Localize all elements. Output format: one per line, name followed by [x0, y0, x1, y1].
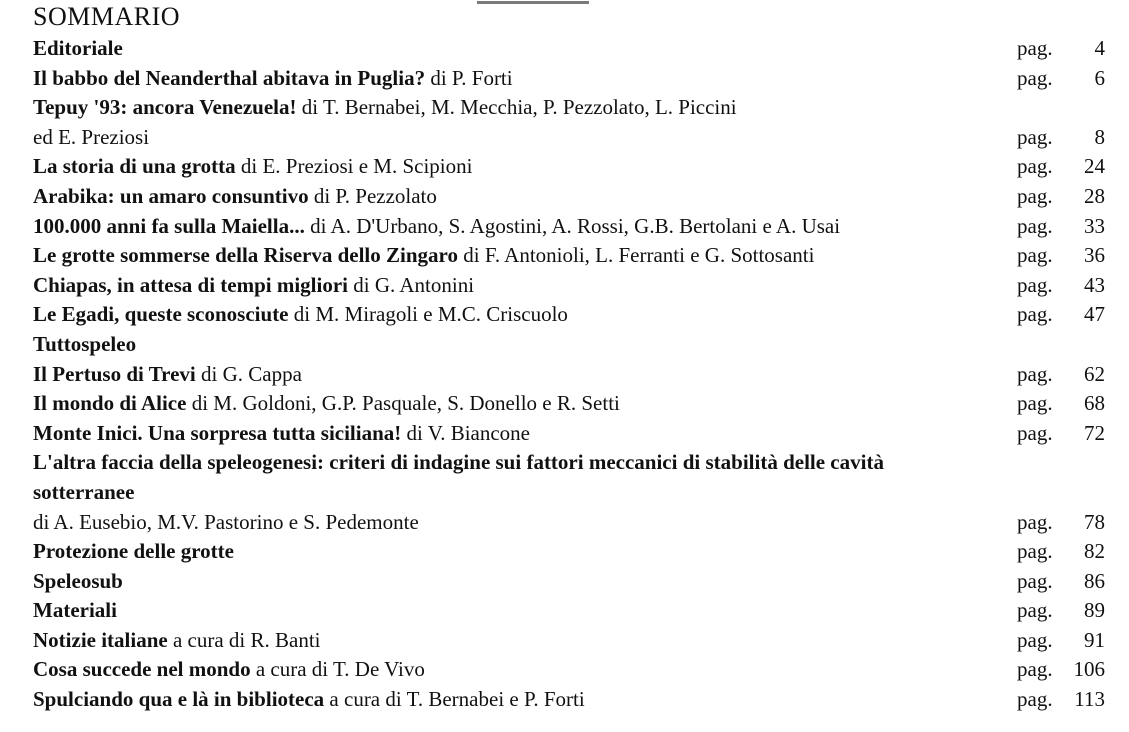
page-label: pag. [1017, 509, 1053, 534]
article-title: Il babbo del Neanderthal abitava in Puglia? [33, 65, 426, 90]
toc-entry [33, 508, 1105, 538]
toc-entry [33, 655, 1105, 685]
toc-entry [33, 152, 1105, 182]
article-byline: di P. Forti [425, 65, 513, 90]
contents-list [33, 34, 1105, 715]
page-number: 47 [1084, 302, 1105, 327]
page-label: pag. [1017, 391, 1053, 416]
article-title: Le Egadi, queste sconosciute [33, 302, 289, 327]
page-reference [1017, 182, 1105, 212]
page-reference [1017, 508, 1105, 538]
page-number: 4 [1094, 36, 1105, 60]
article-byline: di V. Biancone [401, 420, 530, 445]
article-byline: a cura di T. Bernabei e P. Forti [324, 687, 585, 712]
toc-entry [33, 182, 1105, 212]
page-reference [1017, 685, 1105, 715]
page-reference [1017, 596, 1105, 626]
article-byline: di A. D'Urbano, S. Agostini, A. Rossi, G.B. Bertolani e A. Usai [304, 213, 841, 238]
article-title: Materiali [33, 598, 117, 623]
article-title: Speleosub [33, 568, 123, 593]
article-byline: di M. Goldoni, G.P. Pasquale, S. Donello e R. Setti [186, 391, 620, 416]
page-reference [1017, 271, 1105, 301]
toc-entry [33, 419, 1105, 449]
page-label: pag. [1017, 687, 1053, 712]
toc-entry [33, 241, 1105, 271]
article-title: Notizie italiane [33, 627, 168, 652]
toc-entry [33, 64, 1105, 94]
page-reference [1017, 241, 1105, 271]
article-byline: di G. Cappa [195, 361, 302, 386]
page-reference [1017, 389, 1105, 419]
page-reference [1017, 34, 1105, 64]
toc-entry [33, 360, 1105, 390]
toc-entry [33, 300, 1105, 330]
page-number: 68 [1084, 391, 1105, 416]
article-byline: di F. Antonioli, L. Ferranti e G. Sottosanti [457, 243, 815, 268]
page-reference [1017, 537, 1105, 567]
toc-entry [33, 567, 1105, 597]
article-title: La storia di una grotta [33, 154, 236, 179]
article-title: Il mondo di Alice [33, 391, 187, 416]
page-label: pag. [1017, 36, 1053, 60]
page-number: 86 [1084, 568, 1105, 593]
page-number: 28 [1084, 183, 1105, 208]
page-reference [1017, 655, 1105, 685]
toc-entry-text [33, 152, 1017, 182]
cropped-header-fragment [477, 0, 589, 4]
toc-entry-text [33, 626, 1017, 656]
toc-entry-text [33, 419, 1017, 449]
toc-entry-text [33, 182, 1017, 212]
article-title: Tepuy '93: ancora Venezuela! [33, 95, 297, 120]
page-number: 89 [1084, 598, 1105, 623]
article-title: Tuttospeleo [33, 331, 137, 356]
page-label: pag. [1017, 539, 1053, 564]
page-reference [1017, 212, 1105, 242]
page-number: 6 [1094, 65, 1105, 90]
toc-entry-text [33, 537, 1017, 567]
toc-entry [33, 685, 1105, 715]
toc-entry [33, 448, 1105, 478]
toc-entry [33, 478, 1105, 508]
page-label: pag. [1017, 183, 1053, 208]
toc-entry [33, 34, 1105, 64]
page-label: pag. [1017, 124, 1053, 149]
article-title: Le grotte sommerse della Riserva dello Zingaro [33, 243, 458, 268]
article-byline: di G. Antonini [348, 272, 475, 297]
toc-entry-text [33, 655, 1017, 685]
toc-entry [33, 389, 1105, 419]
article-title: Editoriale [33, 36, 123, 60]
article-title: Arabika: un amaro consuntivo [33, 183, 309, 208]
article-title: Monte Inici. Una sorpresa tutta siciliana! [33, 420, 402, 445]
page-reference [1017, 300, 1105, 330]
page-label: pag. [1017, 420, 1053, 445]
page-reference [1017, 123, 1105, 153]
page-number: 62 [1084, 361, 1105, 386]
article-title: Il Pertuso di Trevi [33, 361, 196, 386]
toc-entry-text [33, 64, 1017, 94]
page-number: 43 [1084, 272, 1105, 297]
page-number: 82 [1084, 539, 1105, 564]
article-byline: a cura di R. Banti [167, 627, 321, 652]
page-number: 106 [1073, 657, 1105, 682]
page-number: 113 [1074, 687, 1105, 712]
article-title: sotterranee [33, 479, 135, 504]
page-label: pag. [1017, 598, 1053, 623]
toc-entry-text [33, 567, 1017, 597]
article-title: L'altra faccia della speleogenesi: criteri di indagine sui fattori meccanici di stabilità delle cavità [33, 450, 884, 475]
page-label: pag. [1017, 243, 1053, 268]
toc-entry [33, 330, 1105, 360]
toc-entry [33, 626, 1105, 656]
article-title: Spulciando qua e là in biblioteca [33, 687, 325, 712]
article-byline: di M. Miragoli e M.C. Criscuolo [288, 302, 568, 327]
toc-entry-text [33, 508, 1017, 538]
article-title: Protezione delle grotte [33, 539, 234, 564]
toc-entry-text [33, 448, 1017, 478]
toc-entry [33, 123, 1105, 153]
toc-entry-text [33, 389, 1017, 419]
page-label: pag. [1017, 568, 1053, 593]
article-byline: ed E. Preziosi [33, 124, 150, 149]
article-title: 100.000 anni fa sulla Maiella... [33, 213, 305, 238]
article-title: Cosa succede nel mondo [33, 657, 251, 682]
article-byline: di A. Eusebio, M.V. Pastorino e S. Pedemonte [33, 509, 419, 534]
page-label: pag. [1017, 213, 1053, 238]
toc-entry-text [33, 330, 1017, 360]
page-number: 24 [1084, 154, 1105, 179]
contents-heading: SOMMARIO [33, 2, 181, 31]
toc-entry [33, 212, 1105, 242]
page-number: 78 [1084, 509, 1105, 534]
page-label: pag. [1017, 361, 1053, 386]
article-byline: di T. Bernabei, M. Mecchia, P. Pezzolato, L. Piccini [296, 95, 737, 120]
page-label: pag. [1017, 302, 1053, 327]
page-label: pag. [1017, 154, 1053, 179]
page-label: pag. [1017, 272, 1053, 297]
article-byline: a cura di T. De Vivo [250, 657, 425, 682]
toc-entry [33, 93, 1105, 123]
article-title: Chiapas, in attesa di tempi migliori [33, 272, 349, 297]
toc-entry-text [33, 123, 1017, 153]
toc-entry [33, 596, 1105, 626]
page-label: pag. [1017, 627, 1053, 652]
page-reference [1017, 360, 1105, 390]
toc-entry [33, 271, 1105, 301]
toc-entry-text [33, 271, 1017, 301]
page-reference [1017, 152, 1105, 182]
toc-entry-text [33, 34, 1017, 64]
page-number: 33 [1084, 213, 1105, 238]
article-byline: di P. Pezzolato [308, 183, 437, 208]
toc-entry-text [33, 685, 1017, 715]
page-reference [1017, 419, 1105, 449]
toc-entry-text [33, 241, 1017, 271]
page-reference [1017, 626, 1105, 656]
toc-entry-text [33, 212, 1017, 242]
toc-entry-text [33, 478, 1017, 508]
page-reference [1017, 567, 1105, 597]
toc-entry [33, 537, 1105, 567]
page-label: pag. [1017, 657, 1053, 682]
page-number: 8 [1094, 124, 1105, 149]
toc-entry-text [33, 300, 1017, 330]
toc-entry-text [33, 360, 1017, 390]
page-reference [1017, 64, 1105, 94]
page-number: 72 [1084, 420, 1105, 445]
page-number: 36 [1084, 243, 1105, 268]
page-number: 91 [1084, 627, 1105, 652]
toc-entry-text [33, 596, 1017, 626]
table-of-contents-page [33, 4, 1105, 715]
page-label: pag. [1017, 65, 1053, 90]
article-byline: di E. Preziosi e M. Scipioni [235, 154, 473, 179]
toc-entry-text [33, 93, 1017, 123]
